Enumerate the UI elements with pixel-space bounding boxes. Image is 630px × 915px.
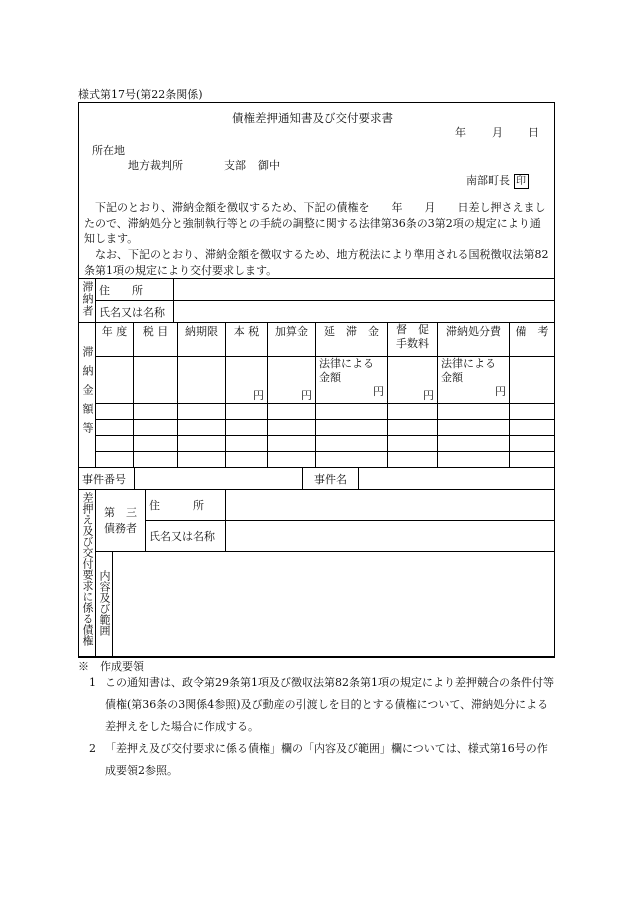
third-party-name-value[interactable] xyxy=(226,521,555,552)
header-tax-item: 税 目 xyxy=(134,323,178,357)
late-fee-law-note: 法律による金額 xyxy=(319,357,374,384)
table-row[interactable] xyxy=(96,452,134,468)
delinquent-address-label: 住 所 xyxy=(96,279,174,301)
header-due-date: 納期限 xyxy=(178,323,226,357)
late-fee-cell[interactable] xyxy=(316,357,388,404)
court-branch: 支部 xyxy=(224,159,246,172)
date-month: 月 xyxy=(492,126,503,139)
seizure-side-label: 差押え及び交付要求に係る債権 xyxy=(79,490,96,658)
amount-side-label: 滞納金額等 xyxy=(79,323,96,468)
header-disposition-cost: 滞納処分費 xyxy=(438,323,510,357)
note-2-text: 「差押え及び交付要求に係る債権」欄の「内容及び範囲」欄については、様式第16号の作成要領2参照。 xyxy=(105,742,548,777)
late-fee-yen: 円 xyxy=(373,385,384,398)
seal-mark: 印 xyxy=(514,174,529,189)
date-year: 年 xyxy=(455,126,466,139)
third-party-address-label: 住 所 xyxy=(146,490,226,521)
demand-fee-yen[interactable]: 円 xyxy=(388,357,438,404)
sender-title: 南部町長 xyxy=(466,174,510,187)
delinquent-side-label: 滞納者 xyxy=(79,279,96,323)
delinquent-table xyxy=(78,278,555,323)
header-remarks: 備 考 xyxy=(510,323,555,357)
content-range-value[interactable] xyxy=(113,552,555,658)
table-row[interactable] xyxy=(96,436,134,452)
third-party-label: 第 三債務者 xyxy=(96,490,146,552)
note-1-num: 1 xyxy=(89,676,96,689)
table-row[interactable] xyxy=(96,420,134,436)
date-day: 日 xyxy=(528,126,539,139)
amount-cell[interactable] xyxy=(96,357,134,404)
amount-cell[interactable] xyxy=(134,357,178,404)
third-party-name-label: 氏名又は名称 xyxy=(146,521,226,552)
case-name-label: 事件名 xyxy=(303,468,359,490)
case-number-label: 事件番号 xyxy=(79,468,135,490)
header-additional-tax: 加算金 xyxy=(268,323,316,357)
delinquent-name-value[interactable] xyxy=(174,301,555,323)
notice-paragraph: 下記のとおり、滞納金額を徴収するため、下記の債権を 年 月 日差し押さえましたので、滞納処分と強制執行等との手続の調整に関する法律第36条の3第2項の規定により通知します。 xyxy=(84,201,546,245)
table-row[interactable] xyxy=(96,404,134,420)
principal-yen[interactable]: 円 xyxy=(226,357,268,404)
header-fiscal-year: 年 度 xyxy=(96,323,134,357)
third-party-address-value[interactable] xyxy=(226,490,555,521)
content-range-label: 内容及び範囲 xyxy=(96,552,113,658)
disposition-cost-cell[interactable] xyxy=(438,357,510,404)
disposition-law-note: 法律による金額 xyxy=(441,357,496,384)
amount-table xyxy=(78,322,555,468)
header-demand-fee: 督 促手数料 xyxy=(388,323,438,357)
delinquent-name-label: 氏名又は名称 xyxy=(96,301,174,323)
request-paragraph: なお、下記のとおり、滞納金額を徴収するため、地方税法により準用される国税徴収法第82条第1項の規定により交付要求します。 xyxy=(84,248,549,277)
additional-yen[interactable]: 円 xyxy=(268,357,316,404)
header-principal-tax: 本 税 xyxy=(226,323,268,357)
court-name: 地方裁判所 xyxy=(128,159,183,172)
seizure-table xyxy=(78,489,555,658)
address-label: 所在地 xyxy=(92,144,125,157)
notes-heading: ※ 作成要領 xyxy=(78,660,144,673)
header-late-fee: 延 滞 金 xyxy=(316,323,388,357)
amount-cell[interactable] xyxy=(178,357,226,404)
remarks-cell[interactable] xyxy=(510,357,555,404)
form-label: 様式第17号(第22条関係) xyxy=(78,88,203,101)
disposition-yen: 円 xyxy=(495,385,506,398)
case-number-value[interactable] xyxy=(135,468,303,490)
note-2-num: 2 xyxy=(89,742,96,755)
document-title: 債権差押通知書及び交付要求書 xyxy=(232,111,393,125)
sender-name xyxy=(466,172,529,189)
court-honorific: 御中 xyxy=(258,159,280,172)
case-name-value[interactable] xyxy=(359,468,555,490)
case-table xyxy=(78,467,555,490)
delinquent-address-value[interactable] xyxy=(174,279,555,301)
note-1-text: この通知書は、政令第29条第1項及び徴収法第82条第1項の規定により差押競合の条件付等債権(第36条の3関係4参照)及び動産の引渡しを目的とする債権について、滞納処分による差押えをした場合に作成する。 xyxy=(105,676,554,733)
